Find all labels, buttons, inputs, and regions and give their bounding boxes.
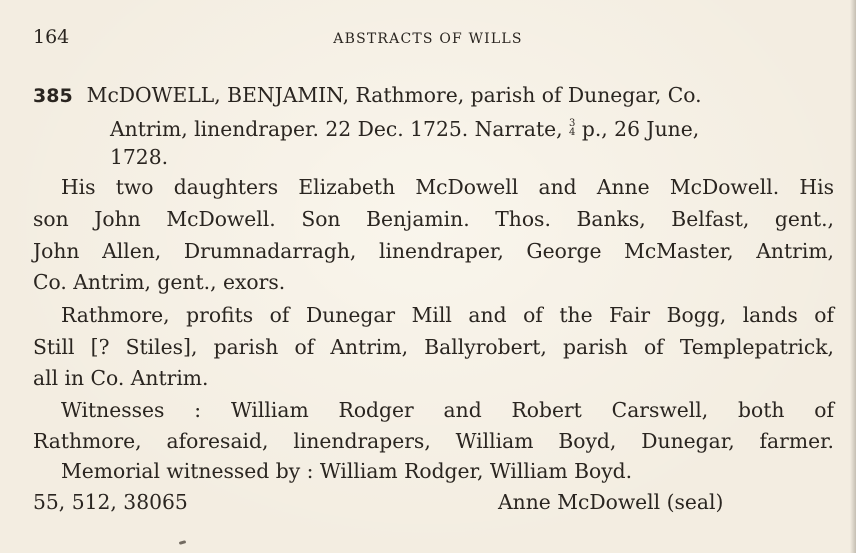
entry-heading-line-2 bbox=[110, 117, 699, 141]
entry-heading-text-2a: Antrim, linendraper. 22 Dec. 1725. Narrate, bbox=[110, 117, 563, 141]
witnesses-line-2: Rathmore, aforesaid, linendrapers, William Boyd, Dunegar, farmer. bbox=[33, 429, 834, 453]
entry-heading-line-3: 1728. bbox=[110, 145, 169, 169]
registry-reference: 55, 512, 38065 bbox=[33, 490, 188, 514]
paragraph-2-line-2: Still [? Stiles], parish of Antrim, Ballyrobert, parish of Templepatrick, bbox=[33, 335, 834, 359]
ink-speck bbox=[179, 540, 187, 545]
signature-line: Anne McDowell (seal) bbox=[498, 490, 724, 514]
memorial-line: Memorial witnessed by : William Rodger, William Boyd. bbox=[61, 459, 633, 483]
page-edge-shadow bbox=[850, 0, 856, 553]
entry-heading-text-2b: p., 26 June, bbox=[581, 117, 700, 141]
entry-heading-line-1 bbox=[33, 83, 702, 108]
running-head: ABSTRACTS OF WILLS bbox=[333, 31, 523, 47]
fraction-three-quarters: 3 4 bbox=[569, 118, 576, 138]
entry-heading-text-1: McDOWELL, BENJAMIN, Rathmore, parish of Dunegar, Co. bbox=[86, 83, 702, 107]
paragraph-1-line-3: John Allen, Drumnadarragh, linendraper, George McMaster, Antrim, bbox=[33, 239, 834, 263]
paragraph-1-line-2: son John McDowell. Son Benjamin. Thos. Banks, Belfast, gent., bbox=[33, 207, 834, 231]
paragraph-2-line-1: Rathmore, profits of Dunegar Mill and of the Fair Bogg, lands of bbox=[61, 303, 834, 327]
witnesses-line-1: Witnesses : William Rodger and Robert Carswell, both of bbox=[61, 398, 834, 422]
paragraph-1-line-4: Co. Antrim, gent., exors. bbox=[33, 270, 286, 294]
paragraph-1-line-1: His two daughters Elizabeth McDowell and Anne McDowell. His bbox=[61, 175, 834, 199]
page-number: 164 bbox=[33, 26, 70, 48]
entry-number: 385 bbox=[33, 85, 73, 107]
paragraph-2-line-3: all in Co. Antrim. bbox=[33, 366, 209, 390]
